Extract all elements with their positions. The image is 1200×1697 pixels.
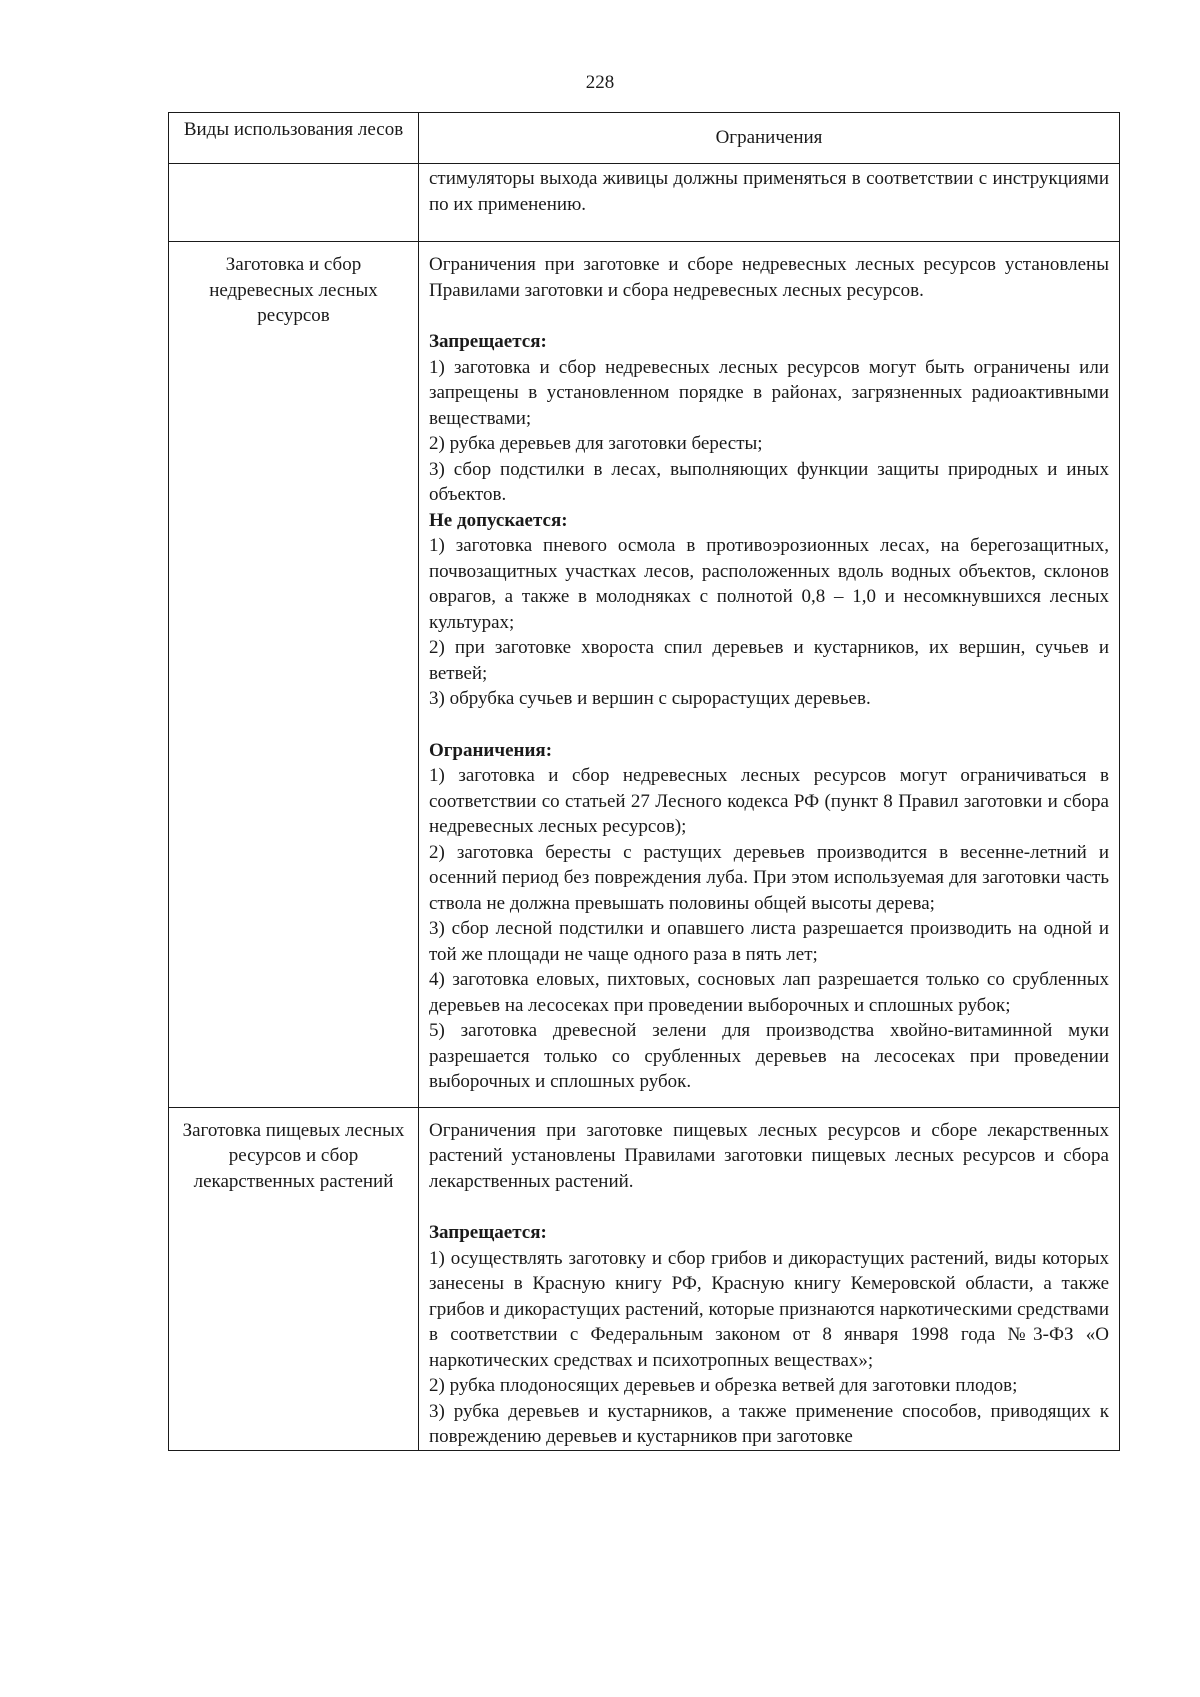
table-row [169,242,1120,1108]
row-content [419,242,1120,1108]
list-item: 2) рубка плодоносящих деревьев и обрезка ветвей для заготовки плодов; [429,1375,1018,1396]
section-heading: Не допускается: [429,509,568,531]
table-header-row [169,113,1120,164]
paragraph: стимуляторы выхода живицы должны применяться в соответствии с инструкциями по их применению. [429,168,1109,215]
table-row [169,164,1120,242]
section-heading: Запрещается: [429,1222,547,1243]
row-label: Заготовка и сбор недревесных лесных ресурсов [169,242,419,1108]
list-item: 1) заготовка и сбор недревесных лесных ресурсов могут быть ограничены или запрещены в установленном порядке в районах, загрязненных радиоактивными веществами; [429,356,1109,429]
list-item: 4) заготовка еловых, пихтовых, сосновых лап разрешается только со срубленных деревьев на лесосеках при проведении выборочных и сплошных рубок; [429,969,1109,1016]
list-item: 2) заготовка бересты с растущих деревьев производится в весенне-летний и осенний период без повреждения луба. При этом используемая для заготовки часть ствола не должна превышать половины общей высоты дерева; [429,841,1109,914]
list-item: 2) рубка деревьев для заготовки бересты; [429,433,763,454]
header-forest-use-types: Виды использования лесов [169,113,419,164]
restrictions-table [168,112,1120,1451]
row-content [419,164,1120,242]
list-item: 3) обрубка сучьев и вершин с сырорастущих деревьев. [429,688,871,709]
list-item: 1) заготовка пневого осмола в противоэрозионных лесах, на берегозащитных, почвозащитных участках лесов, расположенных вдоль водных объектов, склонов оврагов, а также в молодняках с полнотой 0,8 – 1,0 и несомкнувшихся лесных культурах; [429,535,1109,633]
table-row [169,1107,1120,1450]
list-item: 1) осуществлять заготовку и сбор грибов и дикорастущих растений, виды которых занесены в Красную книгу РФ, Красную книгу Кемеровской области, а также грибов и дикорастущих растений, которые признаются наркотическими средствами в соответствии с Федеральным законом от 8 января 1998 года №3-ФЗ «О наркотических средствах и психотропных веществах»; [429,1247,1109,1371]
list-item: 3) рубка деревьев и кустарников, а также применение способов, приводящих к повреждению деревьев и кустарников при заготовке [429,1400,1109,1447]
list-item: 3) сбор подстилки в лесах, выполняющих функции защиты природных и иных объектов. [429,458,1109,505]
paragraph: Ограничения при заготовке и сборе недревесных лесных ресурсов установлены Правилами заготовки и сбора недревесных лесных ресурсов. [429,254,1109,301]
page-number: 228 [585,72,615,93]
section-heading: Ограничения: [429,739,553,761]
header-restrictions: Ограничения [419,113,1120,164]
list-item: 1) заготовка и сбор недревесных лесных ресурсов могут ограничиваться в соответствии со статьей 27 Лесного кодекса РФ (пункт 8 Правил заготовки и сбора недревесных лесных ресурсов); [429,765,1109,837]
section-heading: Запрещается: [429,331,547,352]
list-item: 3) сбор лесной подстилки и опавшего листа разрешается производить на одной и той же площади не чаще одного раза в пять лет; [429,918,1109,965]
list-item: 5) заготовка древесной зелени для производства хвойно-витаминной муки разрешается только со срубленных деревьев на лесосеках при проведении выборочных и сплошных рубок. [429,1020,1109,1092]
paragraph: Ограничения при заготовке пищевых лесных ресурсов и сборе лекарственных растений установлены Правилами заготовки пищевых лесных ресурсов и сбора лекарственных растений. [429,1119,1109,1192]
list-item: 2) при заготовке хвороста спил деревьев и кустарников, их вершин, сучьев и ветвей; [429,637,1109,684]
row-content [419,1107,1120,1450]
row-label: Заготовка пищевых лесных ресурсов и сбор лекарственных растений [169,1107,419,1450]
row-label [169,164,419,242]
